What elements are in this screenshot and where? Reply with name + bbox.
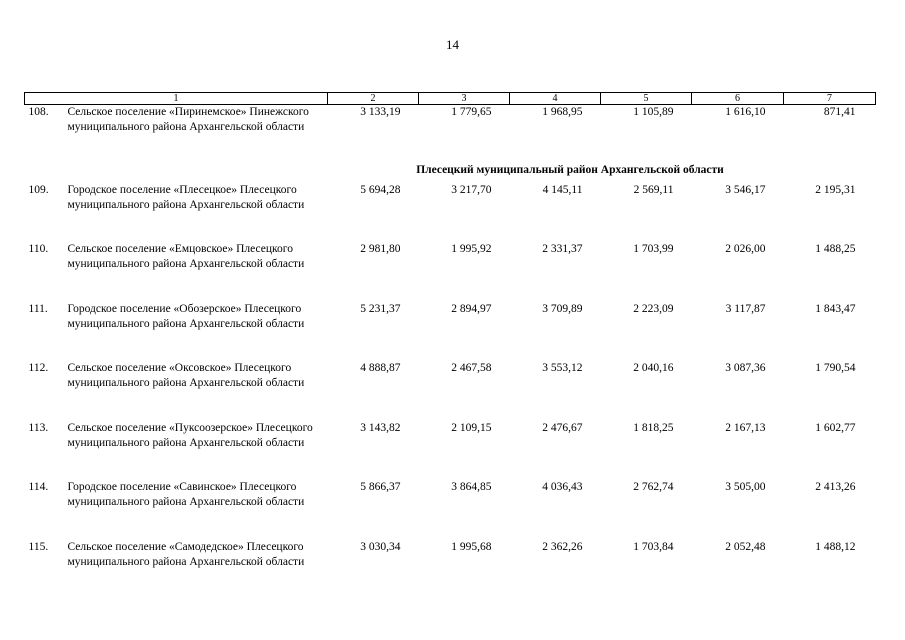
value-cell: 2 052,48 — [725, 540, 766, 553]
value-cell: 1 779,65 — [451, 106, 492, 118]
table-row — [25, 421, 876, 481]
value-cell: 2 569,11 — [633, 183, 674, 196]
column-header-2: 2 — [328, 93, 419, 105]
value-cell: 2 109,15 — [451, 421, 492, 434]
value-cell: 3 553,12 — [542, 362, 583, 374]
value-cell: 3 143,82 — [360, 421, 401, 434]
table-row — [25, 105, 876, 158]
value-cell: 5 866,37 — [360, 481, 401, 493]
table-row — [25, 302, 876, 362]
row-number: 113. — [28, 421, 49, 434]
value-cell: 2 040,16 — [633, 362, 674, 374]
data-table — [24, 92, 876, 599]
table-row — [25, 480, 876, 540]
value-cell: 2 026,00 — [725, 243, 766, 255]
value-cell: 2 331,37 — [542, 243, 583, 255]
settlement-cell — [25, 421, 328, 481]
value-cell: 2 894,97 — [451, 302, 492, 315]
settlement-cell — [25, 540, 328, 600]
settlement-cell — [25, 302, 328, 362]
row-number: 114. — [28, 481, 49, 493]
column-header-5: 5 — [601, 93, 692, 105]
value-cell: 3 709,89 — [542, 302, 583, 315]
column-header-7: 7 — [784, 93, 876, 105]
settlement-name: Сельское поселение «Пуксоозерское» Плесецкого муниципального района Архангельской области — [67, 421, 313, 449]
value-cell: 2 362,26 — [542, 540, 583, 553]
settlement-name: Сельское поселение «Пиринемское» Пинежского муниципального района Архангельской области — [67, 106, 309, 133]
value-cell: 2 981,80 — [360, 243, 401, 255]
settlement-cell — [25, 480, 328, 540]
value-cell: 1 703,99 — [633, 243, 674, 255]
value-cell: 3 087,36 — [725, 362, 766, 374]
value-cell: 2 413,26 — [815, 481, 856, 493]
table-row — [25, 183, 876, 243]
region-heading-row — [25, 158, 876, 183]
table-row — [25, 361, 876, 421]
value-cell: 4 888,87 — [360, 362, 401, 374]
region-heading: Плесецкий муниципальный район Архангельской области — [416, 163, 724, 176]
value-cell: 3 217,70 — [451, 183, 492, 196]
value-cell: 3 133,19 — [360, 106, 401, 118]
value-cell: 3 030,34 — [360, 540, 401, 553]
value-cell: 2 467,58 — [451, 362, 492, 374]
table-row — [25, 540, 876, 600]
column-number-row — [25, 93, 876, 105]
column-header-1: 1 — [25, 93, 328, 105]
settlement-name: Городское поселение «Обозерское» Плесецкого муниципального района Архангельской области — [67, 302, 305, 330]
value-cell: 4 145,11 — [542, 183, 583, 196]
value-cell: 2 476,67 — [542, 421, 583, 434]
value-cell: 2 167,13 — [725, 421, 766, 434]
column-header-6: 6 — [692, 93, 784, 105]
settlement-cell — [25, 361, 328, 421]
page-number: 14 — [446, 37, 459, 52]
row-number: 110. — [28, 243, 49, 255]
settlement-name: Сельское поселение «Самодедское» Плесецкого муниципального района Архангельской области — [67, 540, 305, 568]
value-cell: 2 195,31 — [815, 183, 856, 196]
settlement-cell — [25, 242, 328, 302]
value-cell: 3 546,17 — [725, 183, 766, 196]
value-cell: 1 818,25 — [633, 421, 674, 434]
value-cell: 3 505,00 — [725, 481, 766, 493]
value-cell: 4 036,43 — [542, 481, 583, 493]
value-cell: 1 602,77 — [815, 421, 856, 434]
value-cell: 1 703,84 — [633, 540, 674, 553]
value-cell: 1 995,68 — [451, 540, 492, 553]
settlement-cell — [25, 105, 328, 158]
column-header-4: 4 — [510, 93, 601, 105]
value-cell: 1 968,95 — [542, 106, 583, 118]
value-cell: 2 223,09 — [633, 302, 674, 315]
value-cell: 1 616,10 — [725, 106, 766, 118]
settlement-name: Сельское поселение «Емцовское» Плесецкого муниципального района Архангельской области — [67, 243, 305, 270]
value-cell: 1 843,47 — [815, 302, 856, 315]
settlement-cell — [25, 183, 328, 243]
value-cell: 2 762,74 — [633, 481, 674, 493]
row-number: 115. — [28, 540, 49, 553]
value-cell: 1 488,12 — [815, 540, 856, 553]
row-number: 112. — [28, 362, 49, 374]
row-number: 109. — [28, 183, 49, 196]
table-row — [25, 242, 876, 302]
value-cell: 3 117,87 — [725, 302, 766, 315]
value-cell: 5 231,37 — [360, 302, 401, 315]
row-number: 111. — [28, 302, 48, 315]
value-cell: 3 864,85 — [451, 481, 492, 493]
value-cell: 1 105,89 — [633, 106, 674, 118]
settlement-name: Городское поселение «Плесецкое» Плесецкого муниципального района Архангельской области — [67, 183, 305, 211]
row-number: 108. — [28, 106, 49, 118]
settlement-name: Городское поселение «Савинское» Плесецкого муниципального района Архангельской области — [67, 481, 305, 508]
value-cell: 1 995,92 — [451, 243, 492, 255]
value-cell: 1 790,54 — [815, 362, 856, 374]
column-header-3: 3 — [419, 93, 510, 105]
settlement-name: Сельское поселение «Оксовское» Плесецкого муниципального района Архангельской области — [67, 362, 305, 389]
value-cell: 5 694,28 — [360, 183, 401, 196]
value-cell: 871,41 — [823, 106, 856, 118]
value-cell: 1 488,25 — [815, 243, 856, 255]
